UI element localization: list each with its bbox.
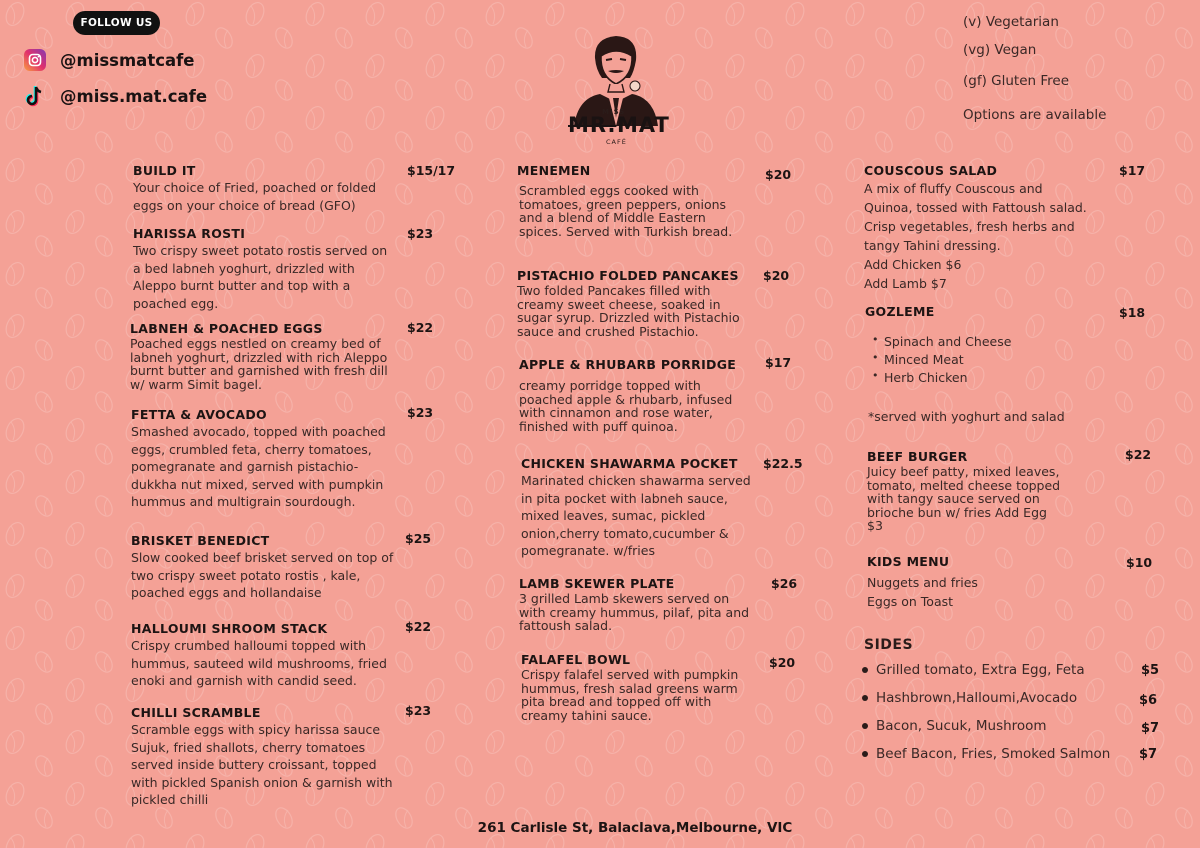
- menu-item-harissa-rosti: [133, 226, 398, 312]
- item-price: $23: [407, 405, 434, 420]
- side-item-price: $6: [1139, 693, 1158, 708]
- logo-miss-text: MISS: [602, 108, 626, 116]
- item-description: Two crispy sweet potato rostis served on a bed labneh yoghurt, drizzled with Aleppo burnt butter and top with a poached egg.: [133, 243, 388, 311]
- side-item: [862, 690, 1077, 706]
- item-description: Crispy crumbed halloumi topped with hummus, sauteed wild mushrooms, fried enoki and garnish with candid seed.: [131, 638, 387, 688]
- gozleme-note: *served with yoghurt and salad: [868, 409, 1065, 424]
- menu-item-labneh-poached-eggs: [130, 321, 392, 391]
- menu-item-gozleme: [865, 304, 1095, 426]
- bullet-icon: [862, 751, 868, 757]
- side-item-label: Hashbrown,Halloumi,Avocado: [876, 690, 1078, 706]
- gozleme-option: • Herb Chicken: [868, 369, 1095, 387]
- item-name: BRISKET BENEDICT: [131, 533, 270, 548]
- bullet-icon: [862, 695, 868, 701]
- menu-item-pistachio-pancakes: [517, 268, 752, 338]
- legend-vegetarian: (v) Vegetarian: [963, 14, 1059, 30]
- item-name: GOZLEME: [865, 304, 935, 319]
- item-name: KIDS MENU: [867, 554, 950, 569]
- bullet-icon: [862, 723, 868, 729]
- menu-item-brisket-benedict: [131, 533, 403, 602]
- item-name: HALLOUMI SHROOM STACK: [131, 621, 328, 636]
- bullet-icon: [862, 667, 868, 673]
- gozleme-options: [868, 333, 1095, 387]
- item-price: $22: [1125, 447, 1152, 462]
- item-description: A mix of fluffy Couscous and Quinoa, tossed with Fattoush salad. Crisp vegetables, fresh herbs and tangy Tahini dressing.: [864, 181, 1087, 253]
- legend-gluten-free: (gf) Gluten Free: [963, 73, 1070, 89]
- menu-item-couscous-salad: [864, 163, 1094, 293]
- side-item-price: $5: [1141, 663, 1160, 678]
- logo-cafe-text: CAFÉ: [606, 138, 627, 146]
- follow-us-badge: FOLLOW US: [73, 11, 160, 35]
- gozleme-option: • Spinach and Cheese: [868, 333, 1095, 351]
- tiktok-icon: [24, 85, 46, 107]
- item-price: $20: [769, 655, 796, 670]
- side-item-price: $7: [1141, 721, 1160, 736]
- menu-item-lamb-skewer-plate: [519, 576, 759, 633]
- item-name: PISTACHIO FOLDED PANCAKES: [517, 268, 739, 283]
- item-description: Your choice of Fried, poached or folded eggs on your choice of bread (GFO): [133, 180, 377, 213]
- instagram-icon: [24, 49, 46, 71]
- item-name: FALAFEL BOWL: [521, 652, 631, 667]
- item-price: $15/17: [407, 163, 456, 178]
- item-name: BUILD IT: [133, 163, 196, 178]
- item-price: $17: [1119, 163, 1146, 178]
- menu-item-apple-rhubarb-porridge: [519, 357, 751, 433]
- item-name: FETTA & AVOCADO: [131, 407, 267, 422]
- item-price: $20: [763, 268, 790, 283]
- add-lamb-option: Add Lamb $7: [864, 276, 947, 291]
- sides-heading: SIDES: [864, 637, 914, 653]
- item-price: $23: [405, 703, 432, 718]
- item-name: BEEF BURGER: [867, 449, 968, 464]
- tiktok-handle: @miss.mat.cafe: [60, 86, 208, 106]
- legend-vegan: (vg) Vegan: [963, 42, 1037, 58]
- item-name: HARISSA ROSTI: [133, 226, 246, 241]
- item-price: $17: [765, 355, 792, 370]
- side-item-label: Grilled tomato, Extra Egg, Feta: [876, 662, 1085, 678]
- menu-item-halloumi-shroom-stack: [131, 621, 403, 690]
- item-price: $20: [765, 167, 792, 182]
- item-name: APPLE & RHUBARB PORRIDGE: [519, 357, 737, 372]
- item-name: COUSCOUS SALAD: [864, 163, 998, 178]
- item-price: $10: [1126, 555, 1153, 570]
- instagram-handle: @missmatcafe: [60, 50, 195, 70]
- item-description: Two folded Pancakes filled with creamy sweet cheese, soaked in sugar syrup. Drizzled with Pistachio sauce and crushed Pistachio.: [517, 283, 740, 339]
- side-item: [862, 718, 1047, 734]
- item-name: CHICKEN SHAWARMA POCKET: [521, 456, 738, 471]
- item-description: Poached eggs nestled on creamy bed of labneh yoghurt, drizzled with rich Aleppo burnt butter and garnished with fresh dill w/ warm Simit bagel.: [130, 336, 388, 392]
- item-description: Crispy falafel served with pumpkin hummus, fresh salad greens warm pita bread and topped off with creamy tahini sauce.: [521, 667, 739, 723]
- side-item: [862, 662, 1085, 678]
- menu-item-beef-burger: [867, 449, 1062, 533]
- item-description: Smashed avocado, topped with poached eggs, crumbled feta, cherry tomatoes, pomegranate and garnish pistachio-dukkha nut mixed, served with pumpkin hummus and multigrain sourdough.: [131, 424, 386, 509]
- instagram-link[interactable]: [24, 49, 195, 71]
- item-price: $22: [405, 619, 432, 634]
- side-item-label: Beef Bacon, Fries, Smoked Salmon: [876, 746, 1111, 762]
- menu-item-chilli-scramble: [131, 705, 406, 809]
- menu-item-build-it: [133, 163, 403, 214]
- gozleme-option: • Minced Meat: [868, 351, 1095, 369]
- kids-option: Eggs on Toast: [867, 594, 954, 609]
- logo-mr-text: MR.: [568, 113, 617, 137]
- item-name: LABNEH & POACHED EGGS: [130, 321, 323, 336]
- item-description: 3 grilled Lamb skewers served on with creamy hummus, pilaf, pita and fattoush salad.: [519, 591, 750, 633]
- menu-item-chicken-shawarma-pocket: [521, 456, 763, 560]
- side-item: [862, 746, 1110, 762]
- menu-item-falafel-bowl: [521, 652, 753, 722]
- logo-mat-text: MAT: [617, 113, 670, 137]
- item-price: $22: [407, 320, 434, 335]
- item-price: $23: [407, 226, 434, 241]
- menu-item-kids-menu: [867, 554, 1097, 611]
- item-description: Scrambled eggs cooked with tomatoes, green peppers, onions and a blend of Middle Eastern spices. Served with Turkish bread.: [519, 183, 733, 239]
- item-description: Scramble eggs with spicy harissa sauce Sujuk, fried shallots, cherry tomatoes served inside buttery croissant, topped with pickled Spanish onion & garnish with pickled chilli: [131, 722, 393, 807]
- item-name: LAMB SKEWER PLATE: [519, 576, 675, 591]
- item-price: $18: [1119, 305, 1146, 320]
- cafe-address: 261 Carlisle St, Balaclava,Melbourne, VIC: [477, 820, 793, 836]
- side-item-price: $7: [1139, 747, 1158, 762]
- add-chicken-option: Add Chicken $6: [864, 257, 962, 272]
- item-name: CHILLI SCRAMBLE: [131, 705, 261, 720]
- item-price: $26: [771, 576, 798, 591]
- legend-options-note: Options are available: [963, 107, 1107, 123]
- item-description: Marinated chicken shawarma served in pita pocket with labneh sauce, mixed leaves, sumac, pickled onion,cherry tomato,cucumber & pomegranate. w/fries: [521, 473, 751, 558]
- kids-option: Nuggets and fries: [867, 575, 978, 590]
- item-price: $22.5: [763, 456, 803, 471]
- menu-item-fetta-avocado: [131, 407, 399, 511]
- tiktok-link[interactable]: [24, 85, 207, 107]
- item-price: $25: [405, 531, 432, 546]
- menu-item-menemen: [517, 163, 749, 238]
- side-item-label: Bacon, Sucuk, Mushroom: [876, 718, 1047, 734]
- item-name: MENEMEN: [517, 163, 591, 178]
- item-description: Juicy beef patty, mixed leaves, tomato, melted cheese topped with tangy sauce served on brioche bun w/ fries Add Egg $3: [867, 464, 1061, 533]
- item-description: Slow cooked beef brisket served on top of two crispy sweet potato rostis , kale, poached eggs and hollandaise: [131, 550, 394, 600]
- item-description: creamy porridge topped with poached apple & rhubarb, infused with cinnamon and rose water, finished with puff quinoa.: [519, 378, 733, 434]
